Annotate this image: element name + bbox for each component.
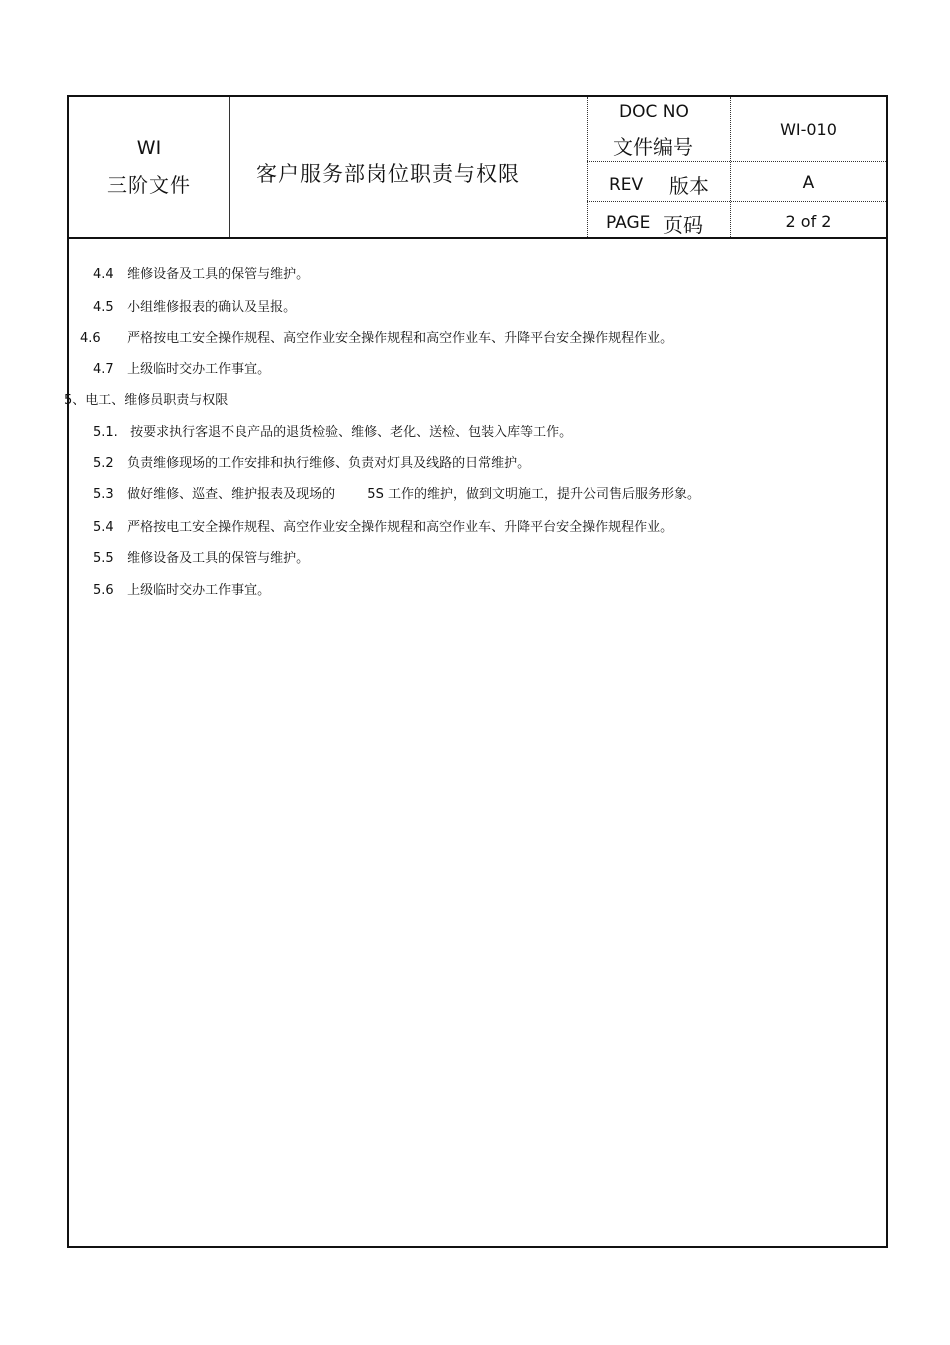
item-text: 按要求执行客退不良产品的退货检验、维修、老化、送检、包装入库等工作。	[130, 425, 573, 440]
rev-label-en: REV	[609, 175, 644, 195]
doc-no-label-en: DOC NO	[619, 102, 689, 122]
header-divider	[587, 97, 588, 237]
document-frame	[67, 95, 888, 1248]
doc-no-label-cn: 文件编号	[613, 135, 693, 159]
doc-no-value: WI-010	[780, 120, 837, 139]
item-number: 4.5	[93, 300, 114, 315]
item-number: 4.4	[93, 267, 114, 282]
item-text: 维修设备及工具的保管与维护。	[127, 267, 310, 282]
document-title: 客户服务部岗位职责与权限	[256, 162, 520, 186]
item-number: 5.5	[93, 551, 114, 566]
wi-level: 三阶文件	[107, 173, 191, 197]
item-text: 维修设备及工具的保管与维护。	[127, 551, 310, 566]
item-text: 上级临时交办工作事宜。	[127, 362, 271, 377]
item-number: 4.7	[93, 362, 114, 377]
item-text: 负责维修现场的工作安排和执行维修、负责对灯具及线路的日常维护。	[127, 456, 531, 471]
item-number: 5.4	[93, 520, 114, 535]
rev-value: A	[802, 173, 815, 193]
item-number: 5.2	[93, 456, 114, 471]
section-number: 5	[64, 393, 73, 408]
item-text: 严格按电工安全操作规程、高空作业安全操作规程和高空作业车、升降平台安全操作规程作业。	[127, 520, 674, 535]
rev-label-cn: 版本	[669, 174, 709, 198]
section-title: 、电工、维修员职责与权限	[72, 393, 229, 408]
item-text: 小组维修报表的确认及呈报。	[127, 300, 297, 315]
item-text: 做好维修、巡查、维护报表及现场的	[127, 487, 336, 502]
item-text: 上级临时交办工作事宜。	[127, 583, 271, 598]
page-label-en: PAGE	[606, 213, 651, 233]
item-number: 5.1.	[93, 425, 118, 440]
page-value: 2 of 2	[785, 212, 832, 231]
wi-code: WI	[136, 137, 162, 159]
wi-cell	[69, 97, 229, 237]
item-text: 严格按电工安全操作规程、高空作业安全操作规程和高空作业车、升降平台安全操作规程作业。	[127, 331, 674, 346]
row-divider	[587, 161, 886, 162]
row-divider	[587, 201, 886, 202]
item-number: 5.3	[93, 487, 114, 502]
item-text-continued: 5S 工作的维护，做到文明施工，提升公司售后服务形象。	[367, 487, 700, 502]
title-cell	[230, 97, 587, 237]
item-number: 5.6	[93, 583, 114, 598]
item-number: 4.6	[80, 331, 101, 346]
document-header	[69, 97, 886, 239]
page-label-cn: 页码	[663, 213, 703, 237]
